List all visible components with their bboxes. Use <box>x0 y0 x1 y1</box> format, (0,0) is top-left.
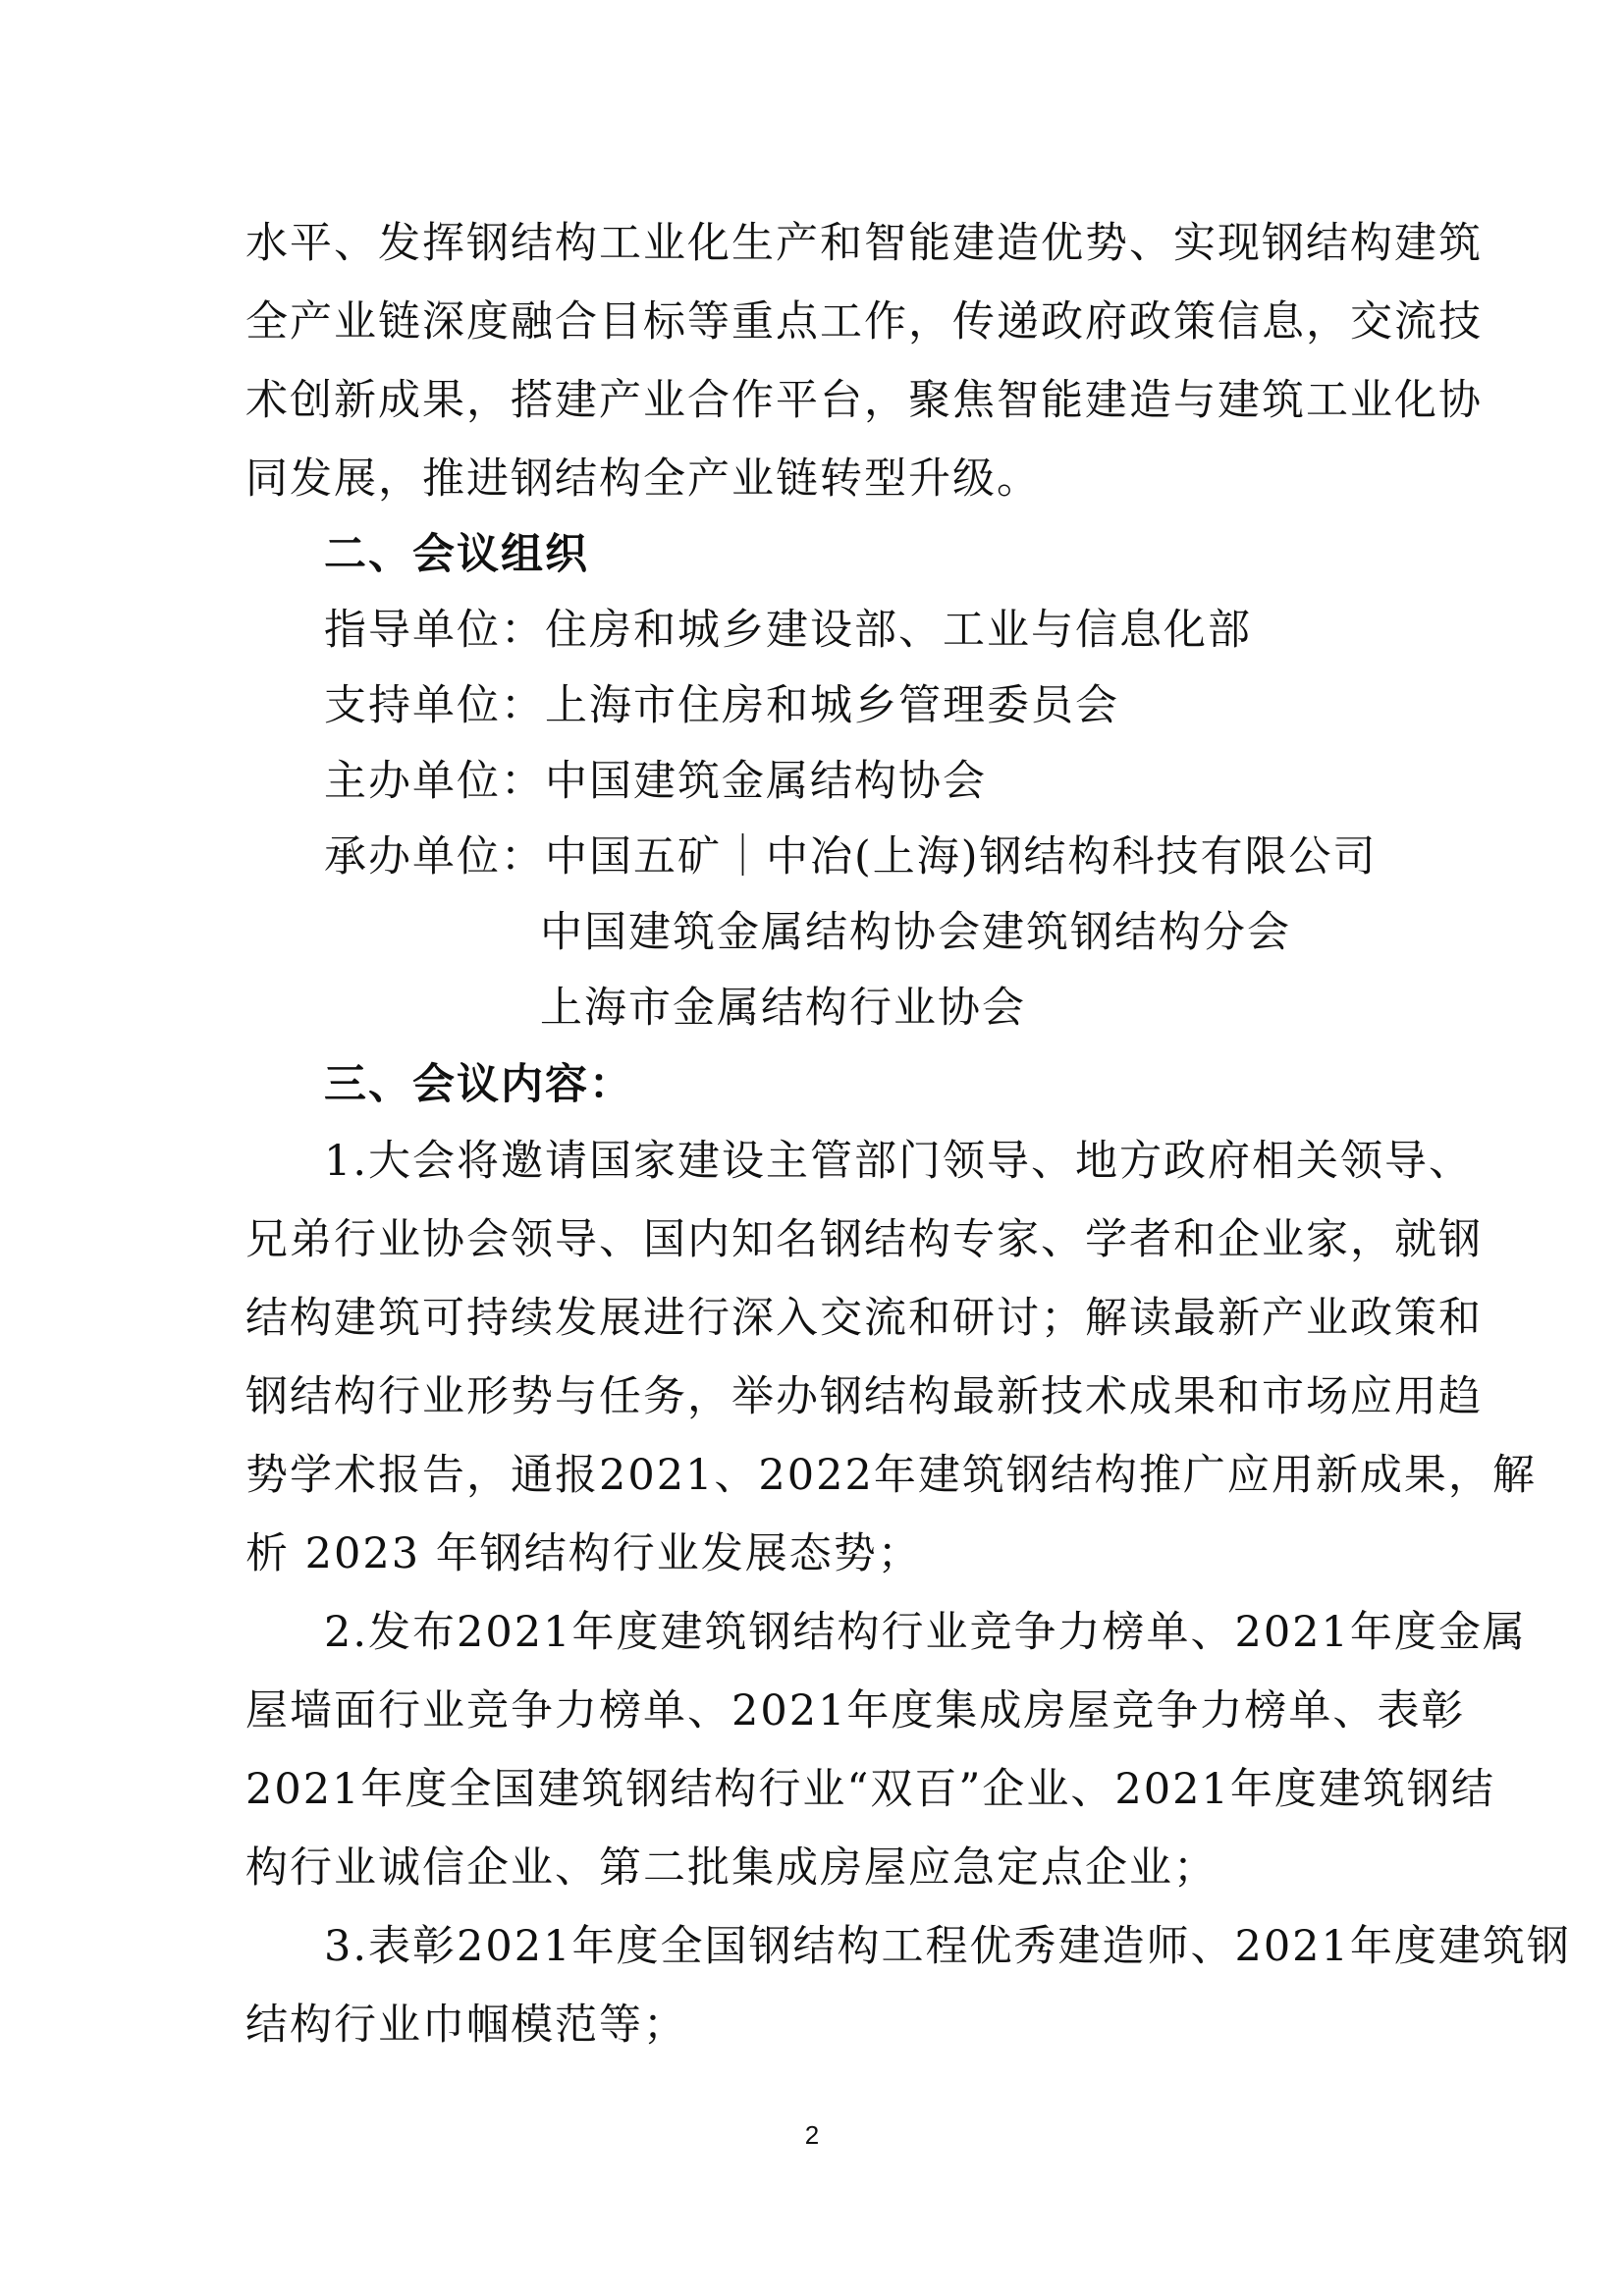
guide-unit: 指导单位：住房和城乡建设部、工业与信息化部 <box>324 606 1252 655</box>
organizer-unit-3: 上海市金属结构行业协会 <box>540 984 1026 1033</box>
intro-line-4: 同发展，推进钢结构全产业链转型升级。 <box>245 454 1041 504</box>
host-unit: 主办单位：中国建筑金属结构协会 <box>324 757 987 806</box>
section-3-heading: 三、会议内容： <box>324 1060 633 1109</box>
item2-line-3: 2021年度全国建筑钢结构行业“双百”企业、2021年度建筑钢结 <box>245 1765 1495 1814</box>
item3-line-1: 3.表彰2021年度全国钢结构工程优秀建造师、2021年度建筑钢 <box>324 1922 1571 1971</box>
item1-line-4: 钢结构行业形势与任务，举办钢结构最新技术成果和市场应用趋 <box>245 1372 1483 1421</box>
intro-line-3: 术创新成果，搭建产业合作平台，聚焦智能建造与建筑工业化协 <box>245 376 1483 425</box>
organizer-unit: 承办单位：中国五矿｜中冶(上海)钢结构科技有限公司 <box>324 832 1378 881</box>
item3-line-2: 结构行业巾帼模范等； <box>245 2001 687 2050</box>
organizer-unit-2: 中国建筑金属结构协会建筑钢结构分会 <box>540 908 1291 957</box>
support-unit: 支持单位：上海市住房和城乡管理委员会 <box>324 681 1119 730</box>
item1-line-2: 兄弟行业协会领导、国内知名钢结构专家、学者和企业家，就钢 <box>245 1215 1483 1264</box>
item2-line-4: 构行业诚信企业、第二批集成房屋应急定点企业； <box>245 1843 1218 1893</box>
section-2-heading: 二、会议组织 <box>324 530 589 579</box>
item1-line-5: 势学术报告，通报2021、2022年建筑钢结构推广应用新成果，解 <box>245 1451 1537 1500</box>
intro-line-2: 全产业链深度融合目标等重点工作，传递政府政策信息，交流技 <box>245 297 1483 347</box>
page-number: 2 <box>804 2120 820 2150</box>
intro-line-1: 水平、发挥钢结构工业化生产和智能建造优势、实现钢结构建筑 <box>245 219 1483 268</box>
item1-line-1: 1.大会将邀请国家建设主管部门领导、地方政府相关领导、 <box>324 1137 1474 1186</box>
item1-line-6: 析 2023 年钢结构行业发展态势； <box>245 1529 922 1578</box>
item2-line-1: 2.发布2021年度建筑钢结构行业竞争力榜单、2021年度金属 <box>324 1608 1527 1657</box>
item1-line-3: 结构建筑可持续发展进行深入交流和研讨；解读最新产业政策和 <box>245 1294 1483 1343</box>
item2-line-2: 屋墙面行业竞争力榜单、2021年度集成房屋竞争力榜单、表彰 <box>245 1686 1466 1735</box>
